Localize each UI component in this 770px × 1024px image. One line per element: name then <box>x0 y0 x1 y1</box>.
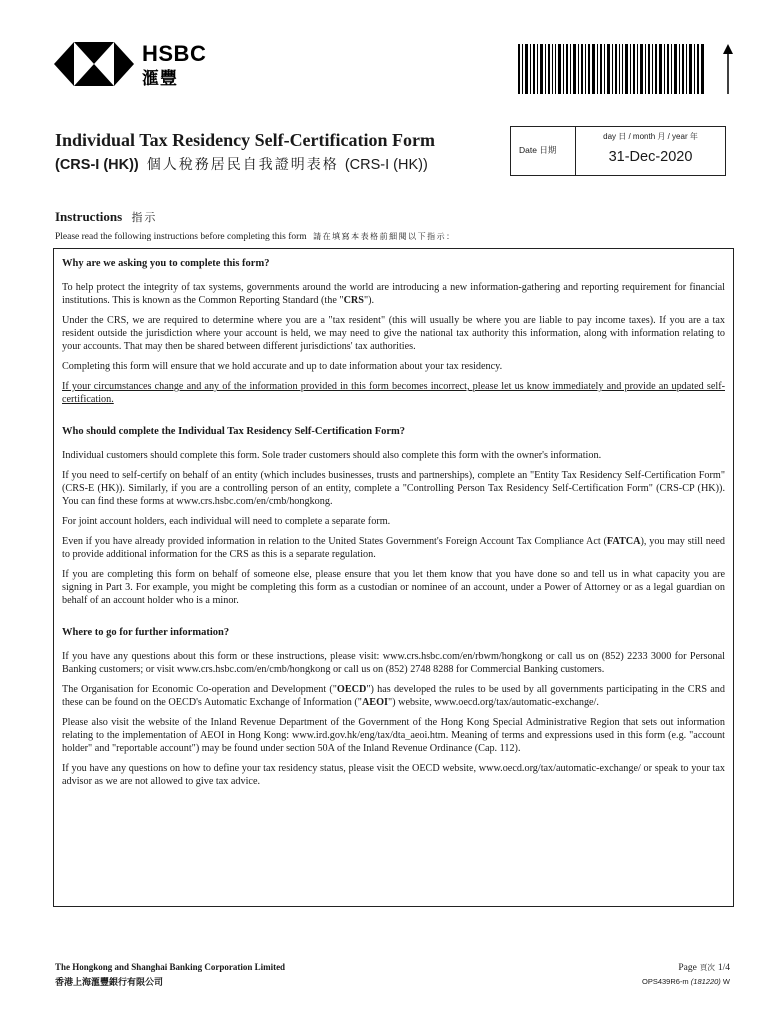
subtitle-cn: 個人稅務居民自我證明表格 <box>146 157 339 173</box>
footer-company-cn: 香港上海滙豐銀行有限公司 <box>55 978 164 988</box>
who-paragraph-5: If you are completing this form on behalf of someone else, please ensure that you let them know that you have done so and tell us in what capacity you are signing in Part 3. For example, you might be completing this form as a custodian or nominee of an account, under a Power of Attorney or as a legal guardian on behalf of an account holder who is a minor. <box>62 569 725 606</box>
date-label: Date 日期 <box>519 145 557 155</box>
why-paragraph-1: To help protect the integrity of tax systems, governments around the world are introducing a new information-gathering and reporting requirement for financial institutions. This is known as the Common Reporting Standard (the "CRS"). <box>62 282 725 306</box>
why-paragraph-2: Under the CRS, we are required to determine where you are a "tax resident" (this will usually be where you are liable to pay income taxes). If you are a tax resident outside the jurisdiction where your account is held, we may need to give the national tax authority this information, along with information relating to your accounts. That may then be shared between different jurisdictions' tax authorities. <box>62 315 725 352</box>
instructions-box <box>53 248 734 907</box>
where-paragraph-1: If you have any questions about this form or these instructions, please visit: www.crs.hsbc.com/en/rbwm/hongkong or call us on (852) 2233 3000 for Personal Banking customers; or visit www.crs.hsbc.com/en/cmb/hongkong or call us on (852) 2748 8288 for Commercial Banking customers. <box>62 651 725 675</box>
instructions-intro-cn: 請在填寫本表格前細閱以下指示： <box>313 232 456 241</box>
date-box <box>510 126 726 176</box>
section-heading-who: Who should complete the Individual Tax Residency Self-Certification Form? <box>62 426 406 437</box>
where-paragraph-4: If you have any questions on how to define your tax residency status, please visit the OECD website, www.oecd.org/tax/automatic-exchange/ or speak to your tax advisor as we are not allowed to give tax advice. <box>62 763 725 787</box>
who-paragraph-2: If you need to self-certify on behalf of an entity (which includes businesses, trusts and partnerships), complete an "Entity Tax Residency Self-Certification Form" (CRS-E (HK)). Similarly, if you are a controlling person of an entity, complete a "Controlling Person Tax Residency Self-Certification Form" (CRS-CP (HK)). You can find these forms at www.crs.hsbc.com/en/cmb/hongkong. <box>62 470 725 507</box>
section-heading-where: Where to go for further information? <box>62 627 230 638</box>
date-field[interactable] <box>575 127 725 175</box>
where-paragraph-2: The Organisation for Economic Co-operation and Development ("OECD") has developed the rules to be used by all governments participating in the CRS and these can be found on the OECD's Automatic Exchange of Information ("AEOI") website, www.oecd.org/tax/automatic-exchange/. <box>62 684 725 708</box>
date-value: 31-Dec-2020 <box>608 149 693 165</box>
page-number <box>678 962 730 973</box>
who-paragraph-4: Even if you have already provided information in relation to the United States Government's Foreign Account Tax Compliance Act (FATCA), you may still need to provide additional information for the CRS as this is a separate regulation. <box>62 536 726 560</box>
barcode-icon <box>518 44 704 94</box>
subtitle-en-2: (CRS-I (HK)) <box>344 157 428 173</box>
hexagon-logo-icon <box>54 42 134 86</box>
why-paragraph-4: If your circumstances change and any of the information provided in this form becomes incorrect, please let us know immediately and provide an updated self-certification. <box>62 381 725 405</box>
where-paragraph-3: Please also visit the website of the Inland Revenue Department of the Government of the Hong Kong Special Administrative Region that sets out information relating to the implementation of AEOI in Hong Kong: www.ird.gov.hk/eng/tax/dta_aeoi.htm. Meaning of terms and expressions used in this form (e.g. "account holder" and "reportable account") may be found under section 50A of the Inland Revenue Ordinance (Cap. 112). <box>62 717 725 754</box>
who-paragraph-1: Individual customers should complete this form. Sole trader customers should also complete this form with the owner's information. <box>62 450 602 461</box>
instructions-heading <box>55 209 157 225</box>
instructions-intro <box>55 231 456 242</box>
brand-name-cn: 滙豐 <box>142 69 178 89</box>
who-paragraph-3: For joint account holders, each individual will need to complete a separate form. <box>62 516 391 527</box>
form-code <box>642 977 730 986</box>
why-paragraph-3: Completing this form will ensure that we hold accurate and up to date information about your tax residency. <box>62 361 503 372</box>
page-value: 1/4 <box>717 963 730 973</box>
footer-company-en: The Hongkong and Shanghai Banking Corporation Limited <box>55 962 286 972</box>
page-label-cn: 頁次 <box>699 963 715 972</box>
form-subtitle <box>55 154 428 174</box>
section-heading-why: Why are we asking you to complete this form? <box>62 258 270 269</box>
brand-name: HSBC <box>142 41 207 66</box>
form-code-id: OPS439R6-m <box>642 977 689 986</box>
up-arrow-icon <box>722 44 734 94</box>
subtitle-en: (CRS-I (HK)) <box>55 157 139 173</box>
instructions-heading-en: Instructions <box>55 209 123 224</box>
hsbc-logo <box>54 42 224 88</box>
page-label: Page <box>678 963 697 973</box>
instructions-intro-en: Please read the following instructions before completing this form <box>55 232 307 242</box>
form-title: Individual Tax Residency Self-Certification Form <box>55 130 436 150</box>
date-format-hint: day 日 / month 月 / year 年 <box>603 132 698 141</box>
form-code-suffix: W <box>722 977 730 986</box>
form-code-date: (181220) <box>690 977 721 986</box>
instructions-heading-cn: 指示 <box>131 211 158 224</box>
